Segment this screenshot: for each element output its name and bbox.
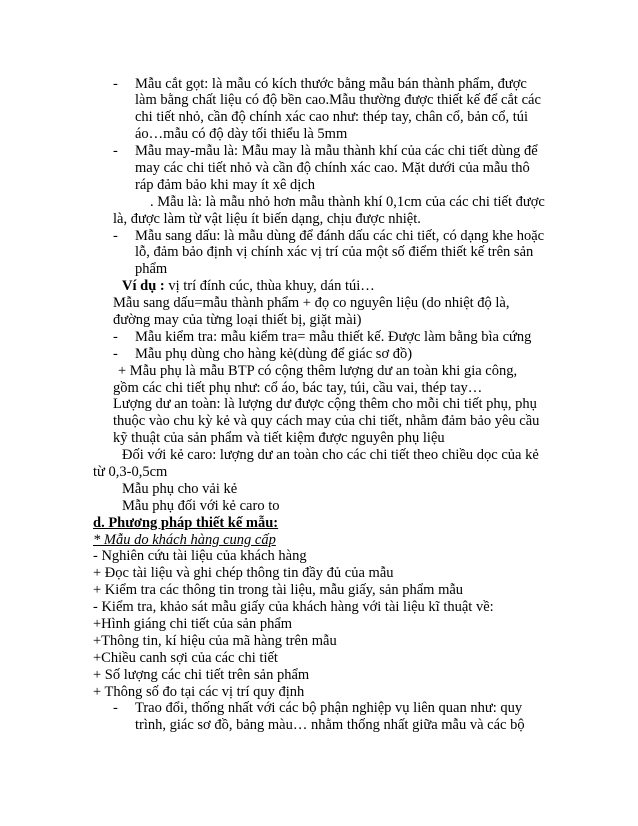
coordination-text: Trao đổi, thống nhất với các bộ phận nghiệp vụ liên quan như: quy xyxy=(135,700,523,717)
safety-allowance-text: kỹ thuật của sản phẩm và tiết kiệm được nguyên phụ liệu xyxy=(113,430,445,447)
marking-template-text: Mẫu sang dấu: là mẫu dùng để đánh dấu các chi tiết, có dạng khe hoặc xyxy=(135,227,545,244)
step-line: - Nghiên cứu tài liệu của khách hàng xyxy=(93,548,307,565)
large-plaid-template-text: Mẫu phụ đối với kẻ caro to xyxy=(122,497,280,514)
list-bullet: - xyxy=(113,227,118,244)
cutting-template-text: làm bằng chất liệu có độ bền cao.Mẫu thường được thiết kế để cắt các xyxy=(135,92,541,109)
auxiliary-template-text: Mẫu phụ dùng cho hàng kẻ(dùng để giác sơ đồ) xyxy=(135,345,413,362)
section-subheading-text: * Mẫu do khách hàng cung cấp xyxy=(93,531,276,548)
step-line: + Kiểm tra các thông tin trong tài liệu, mẫu giấy, sản phẩm mẫu xyxy=(93,582,464,599)
safety-allowance-text: thuộc vào chu kỳ kẻ và quy cách may của chi tiết, nhằm đảm bảo yêu cầu xyxy=(113,413,540,430)
list-bullet: - xyxy=(113,700,118,717)
list-bullet: - xyxy=(113,75,118,92)
auxiliary-template-item xyxy=(0,346,638,363)
auxiliary-definition-text: gồm các chi tiết phụ như: cổ áo, bác tay, túi, cầu vai, thép tay… xyxy=(113,379,483,396)
sewing-template-item xyxy=(0,143,638,160)
step-line: +Hình giáng chi tiết của sản phẩm xyxy=(93,616,293,632)
auxiliary-definition-text: + Mẫu phụ là mẫu BTP có cộng thêm lượng dư an toàn khi gia công, xyxy=(118,362,518,379)
marking-template-text: phẩm xyxy=(135,261,168,278)
checking-template-text: Mẫu kiểm tra: mẫu kiểm tra= mẫu thiết kế. Được làm bằng bìa cứng xyxy=(135,328,532,345)
marking-template-item xyxy=(0,228,638,245)
section-heading-text: d. Phương pháp thiết kế mẫu: xyxy=(93,514,279,531)
plaid-allowance-text: từ 0,3-0,5cm xyxy=(93,463,168,480)
cutting-template-item xyxy=(0,76,638,93)
step-line: + Đọc tài liệu và ghi chép thông tin đầy đủ của mẫu xyxy=(93,565,394,582)
example-label: Ví dụ : xyxy=(122,278,165,295)
list-bullet: - xyxy=(113,328,118,345)
sewing-template-text: ráp đảm bảo khi may ít xê dịch xyxy=(135,176,315,193)
marking-example xyxy=(0,278,638,295)
section-heading xyxy=(0,515,638,532)
cutting-template-text: chi tiết nhỏ, cần độ chính xác cao như: thép tay, chân cổ, bản cổ, túi xyxy=(135,109,529,126)
example-text: vị trí đính cúc, thùa khuy, dán túi… xyxy=(168,278,375,295)
checking-template-item xyxy=(0,329,638,346)
safety-allowance-text: Lượng dư an toàn: là lượng dư được cộng thêm cho mỗi chi tiết phụ, phụ xyxy=(113,396,537,413)
coordination-text: trình, giác sơ đồ, bảng màu… nhằm thống nhất giữa mẫu và các bộ xyxy=(135,717,525,734)
striped-fabric-template-text: Mẫu phụ cho vải kẻ xyxy=(122,480,238,497)
sewing-template-text: may các chi tiết nhỏ và cần độ chính xác cao. Mặt dưới của mẫu thô xyxy=(135,159,530,176)
step-line: +Thông tin, kí hiệu của mã hàng trên mẫu xyxy=(93,632,337,649)
step-line: + Số lượng các chi tiết trên sản phẩm xyxy=(93,666,310,683)
plaid-allowance-text: Đối với kẻ caro: lượng dư an toàn cho các chi tiết theo chiều dọc của kẻ xyxy=(122,447,539,464)
cutting-template-text: áo…mẫu có độ dày tối thiểu là 5mm xyxy=(135,126,348,143)
coordination-item xyxy=(0,700,638,717)
section-subheading xyxy=(0,532,638,549)
sewing-template-text: Mẫu may-mẫu là: Mẫu may là mẫu thành khí của các chi tiết dùng để xyxy=(135,143,538,160)
step-line: + Thông số đo tại các vị trí quy định xyxy=(93,683,305,700)
marking-formula-text: Mẫu sang dấu=mẫu thành phẩm + đọ co nguyên liệu (do nhiệt độ là, xyxy=(113,295,510,312)
document-body xyxy=(0,76,638,735)
pressing-template-text: . Mẫu là: là mẫu nhỏ hơn mẫu thành khí 0,1cm của các chi tiết được xyxy=(150,193,545,210)
step-line: - Kiểm tra, khảo sát mẫu giấy của khách hàng với tài liệu kĩ thuật về: xyxy=(93,599,494,616)
marking-formula-text: đường may của từng loại thiết bị, giặt mài) xyxy=(113,311,362,328)
cutting-template-text: Mẫu cắt gọt: là mẫu có kích thước bằng mẫu bán thành phẩm, được xyxy=(135,75,527,92)
marking-template-text: lỗ, đảm bảo định vị chính xác vị trí của một số điểm thiết kế trên sản xyxy=(135,244,534,261)
pressing-template-text: là, được làm từ vật liệu ít biến dạng, chịu được nhiệt. xyxy=(113,210,421,227)
step-line: +Chiều canh sợi của các chi tiết xyxy=(93,649,278,666)
list-bullet: - xyxy=(113,345,118,362)
list-bullet: - xyxy=(113,143,118,160)
